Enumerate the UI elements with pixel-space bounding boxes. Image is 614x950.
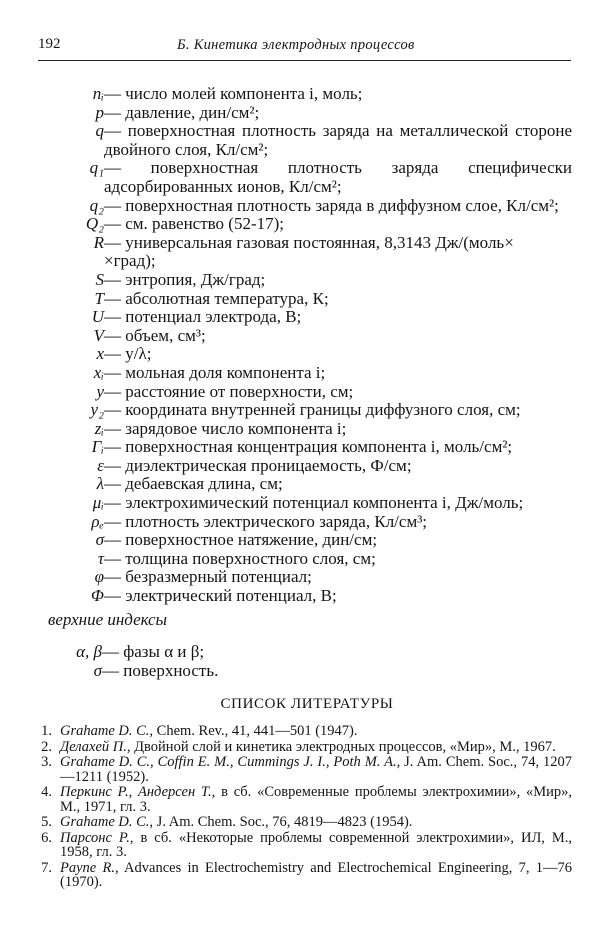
symbol: q [95,121,104,141]
references-heading: СПИСОК ЛИТЕРАТУРЫ [220,696,394,712]
symbol-description: — плотность электрического заряда, Кл/см³; [104,511,428,531]
symbol-description: — координата внутренней границы диффузного слоя, см; [104,400,521,420]
symbol: nᵢ [92,84,104,103]
superscripts-heading: верхние индексы [48,610,168,629]
superscripts-list [48,642,572,680]
symbol: μᵢ [92,493,104,513]
symbol-description: — электрический потенциал, В; [104,586,337,606]
reference-number: 3. [41,754,52,770]
reference-body [60,740,572,755]
running-title: Б. Кинетика электродных процессов [177,37,415,53]
symbol-entry [48,475,572,494]
symbol: q₁ [89,158,104,178]
symbol: V [93,325,104,345]
symbol: zᵢ [94,418,104,438]
symbol-entry [48,587,572,606]
reference-number: 7. [41,859,52,876]
reference-list [38,724,572,891]
symbol-entry [48,531,572,550]
reference-authors: Делахей П., [60,738,131,755]
reference-body [60,815,572,830]
symbol-description: — универсальная газовая постоянная, 8,3143 Дж/(моль× ×град); [104,232,514,271]
reference-authors: Перкинс Р., Андерсен Т., [60,784,216,800]
symbol: p [95,102,104,122]
reference-number: 6. [41,829,52,846]
symbol-entry [48,159,572,196]
reference-item [38,785,572,814]
page-header [38,36,571,61]
symbol: ε [97,455,104,475]
reference-text: Advances in Electrochemistry and Electrochemical Engineering, 7, 1—76 (1970). [60,859,573,890]
superscript-symbol: α, β [76,642,102,661]
reference-body [60,755,572,784]
reference-body [60,724,572,739]
reference-number: 2. [41,738,52,755]
symbol-entry [48,271,572,290]
reference-item [38,740,572,755]
reference-item [38,724,572,739]
symbol-description: — дебаевская длина, см; [104,474,283,494]
superscript-entry [48,642,572,661]
symbol-entry [48,85,572,104]
symbol: Q₂ [85,214,104,234]
symbol-description: — электрохимический потенциал компонента i, Дж/моль; [104,493,524,513]
symbol-description: — диэлектрическая проницаемость, Ф/см; [104,455,412,475]
reference-text: Chem. Rev., 41, 441—501 (1947). [153,723,358,739]
symbol-entry [48,401,572,420]
symbol-description: — давление, дин/см²; [104,102,260,122]
symbol: y₂ [90,400,104,420]
symbol: y [96,381,104,401]
reference-text: Двойной слой и кинетика электродных процессов, «Мир», М., 1967. [130,738,556,755]
symbol-entry [48,364,572,383]
superscript-description: — фазы α и β; [102,642,205,661]
reference-authors: Payne R., [60,859,119,876]
symbol: Φ [91,586,104,606]
symbol: Γᵢ [91,437,104,457]
symbol-entry [48,215,572,234]
symbol-description: — мольная доля компонента i; [104,362,326,382]
symbol: R [93,232,104,252]
symbol-entry [48,420,572,439]
reference-body [60,785,572,814]
symbol-entry [48,345,572,364]
symbol-description: — энтропия, Дж/град; [104,269,266,289]
reference-text: в сб. «Современные проблемы электрохимии», «Мир», М., 1971, гл. 3. [60,784,573,815]
symbol: ρₑ [91,511,104,531]
symbol: σ [95,530,104,550]
symbol-entry [48,438,572,457]
page-number: 192 [38,36,61,52]
symbol-entry [48,513,572,532]
symbol: xᵢ [93,362,104,382]
reference-item [38,861,572,890]
symbol-description: — объем, см³; [104,325,206,345]
superscript-entry [48,661,572,680]
reference-text: J. Am. Chem. Soc., 76, 4819—4823 (1954). [153,814,413,830]
reference-authors: Grahame D. C., [60,723,154,739]
symbol-description: — абсолютная температура, К; [104,288,329,308]
reference-text: в сб. «Некоторые проблемы современной электрохимии», ИЛ, М., 1958, гл. 3. [60,829,572,860]
symbol-description: — поверхностная плотность заряда специфически адсорбированных ионов, Кл/см²; [104,158,572,196]
symbol: φ [94,567,104,587]
reference-item [38,831,572,860]
reference-text: J. Am. Chem. Soc., 74, 1207—1211 (1952). [60,754,573,785]
superscript-description: — поверхность. [102,661,219,680]
reference-number: 1. [41,723,52,739]
symbol-entry [48,104,572,123]
superscript-symbol: σ [93,661,102,680]
symbol: x [96,344,104,364]
symbol-description: — поверхностная плотность заряда в диффузном слое, Кл/см²; [104,195,559,215]
symbol-entry [48,494,572,513]
reference-body [60,831,572,860]
reference-number: 5. [41,814,52,830]
reference-body [60,861,572,890]
symbol-description: — расстояние от поверхности, см; [104,381,354,401]
symbol: q₂ [89,195,104,215]
symbol-entry [48,568,572,587]
symbol-list [48,85,572,606]
reference-authors: Парсонс Р., [60,829,134,846]
symbol-description: — поверхностная плотность заряда на металлической стороне двойного слоя, Кл/см²; [104,121,572,159]
reference-item [38,755,572,784]
symbol-description: — см. равенство (52-17); [104,214,285,234]
symbol-entry [48,197,572,216]
symbol-description: — число молей компонента i, моль; [104,84,363,103]
symbol-entry [48,383,572,402]
symbol-description: — y/λ; [104,344,152,364]
symbol-entry [48,327,572,346]
symbol-entry [48,550,572,569]
symbol: S [95,269,104,289]
symbol-description: — безразмерный потенциал; [104,567,312,587]
reference-authors: Grahame D. C., Coffin E. M., Cummings J. I., Poth M. A., [60,754,401,770]
reference-item [38,815,572,830]
symbol: τ [97,548,104,568]
symbol-description: — потенциал электрода, В; [104,307,302,327]
symbol-description: — поверхностная концентрация компонента i, моль/см²; [104,437,513,457]
symbol: T [94,288,104,308]
symbol: U [91,307,104,327]
symbol-entry [48,234,572,271]
symbol-entry [48,457,572,476]
symbol: λ [96,474,104,494]
symbol-entry [48,122,572,159]
symbol-description: — толщина поверхностного слоя, см; [104,548,376,568]
symbol-entry [48,290,572,309]
symbol-entry [48,308,572,327]
symbol-description: — поверхностное натяжение, дин/см; [104,530,378,550]
symbol-description: — зарядовое число компонента i; [104,418,347,438]
reference-authors: Grahame D. C., [60,814,154,830]
reference-number: 4. [41,784,52,800]
